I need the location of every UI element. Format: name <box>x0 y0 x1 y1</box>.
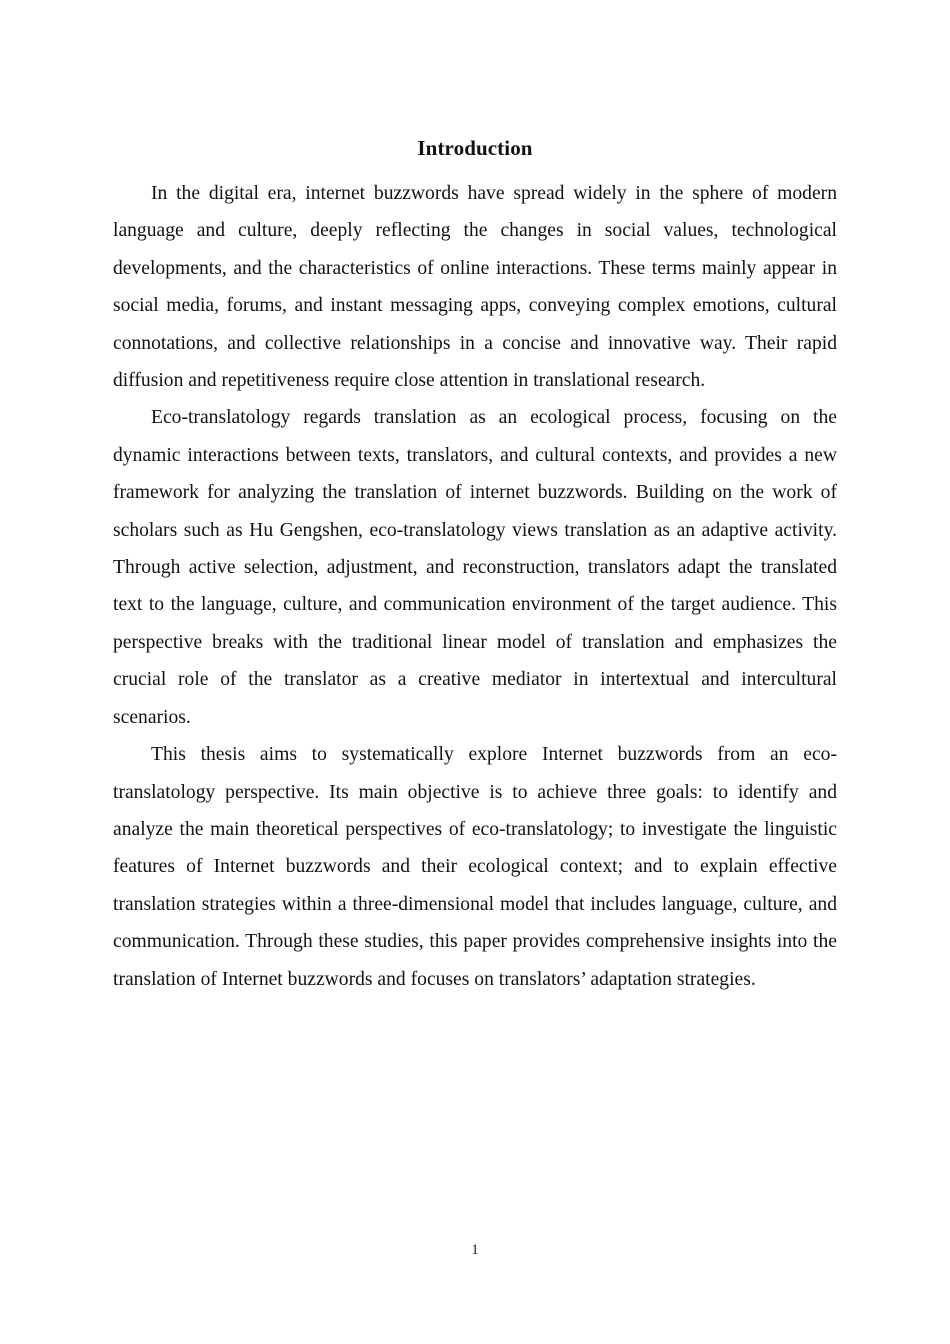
page-number-footer: 1 <box>471 1242 479 1258</box>
document-body <box>113 138 837 998</box>
page-title: Introduction <box>417 136 533 160</box>
body-paragraph-3: This thesis aims to systematically explore Internet buzzwords from an eco-translatology perspective. Its main objective is to achieve three goals: to identify and analyze the main theoretical perspectives of eco-translatology; to investigate the linguistic features of Internet buzzwords and their ecological context; and to explain effective translation strategies within a three-dimensional model that includes language, culture, and communication. Through these studies, this paper provides comprehensive insights into the translation of Internet buzzwords and focuses on translators’ adaptation strategies. <box>113 744 837 990</box>
body-paragraph-2: Eco-translatology regards translation as an ecological process, focusing on the dynamic interactions between texts, translators, and cultural contexts, and provides a new framework for analyzing the translation of internet buzzwords. Building on the work of scholars such as Hu Gengshen, eco-translatology views translation as an adaptive activity. Through active selection, adjustment, and reconstruction, translators adapt the translated text to the language, culture, and communication environment of the target audience. This perspective breaks with the traditional linear model of translation and emphasizes the crucial role of the translator as a creative mediator in intertextual and intercultural scenarios. <box>113 407 837 728</box>
body-paragraph-1: In the digital era, internet buzzwords have spread widely in the sphere of modern language and culture, deeply reflecting the changes in social values, technological developments, and the characteristics of online interactions. These terms mainly appear in social media, forums, and instant messaging apps, conveying complex emotions, cultural connotations, and collective relationships in a concise and innovative way. Their rapid diffusion and repetitiveness require close attention in translational research. <box>113 183 837 392</box>
